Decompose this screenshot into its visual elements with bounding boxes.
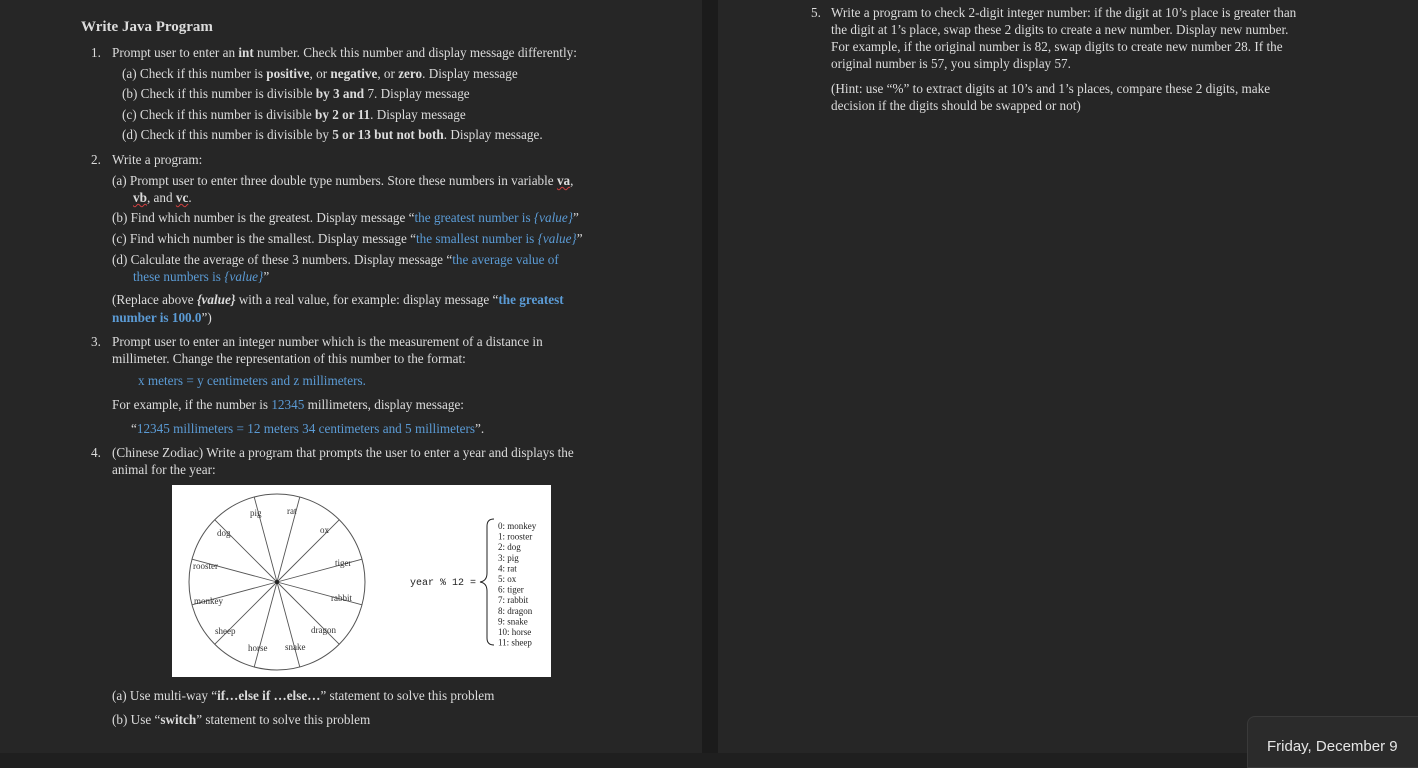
document-page-left [0,0,702,753]
wheel-label-monkey: monkey [194,596,223,606]
q4-b: (b) Use “switch” statement to solve this problem [112,712,371,727]
mapping-item: 11: sheep [498,637,532,648]
wheel-label-ox: ox [320,525,329,535]
q2-text: Write a program: [112,152,203,167]
q3-format: x meters = y centimeters and z millimeters. [138,373,366,388]
mapping-item: 10: horse [498,627,532,637]
wheel-label-sheep: sheep [215,626,236,636]
wheel-spoke [277,520,339,582]
zodiac-figure [172,485,551,677]
q2-replace-line1: (Replace above {value} with a real value, for example: display message “the greatest [112,292,564,307]
q5-hint-line1: (Hint: use “%” to extract digits at 10’s and 1’s places, compare these 2 digits, make [831,81,1271,96]
date-text: Friday, December 9 [1267,738,1398,755]
q2-a-line1: (a) Prompt user to enter three double type numbers. Store these numbers in variable va, [112,173,574,188]
q1-c: (c) Check if this number is divisible by 2 or 11. Display message [122,107,466,122]
q2-d-line2: these numbers is {value}” [133,269,270,284]
q5-line4: original number is 57, you simply display 57. [831,56,1071,71]
q3-number: 3. [91,334,101,349]
mapping-item: 2: dog [498,542,521,553]
q2-number: 2. [91,152,101,167]
wheel-center [275,580,279,584]
q5-number: 5. [811,5,821,20]
wheel-label-dog: dog [217,528,231,538]
q1-a: (a) Check if this number is positive, or negative, or zero. Display message [122,66,518,81]
q4-number: 4. [91,445,101,460]
mapping-item: 7: rabbit [498,595,529,606]
q2-c: (c) Find which number is the smallest. Display message “the smallest number is {value}” [112,231,583,246]
wheel-label-rooster: rooster [193,561,218,571]
zodiac-diagram [172,485,551,677]
q3-message: “12345 millimeters = 12 meters 34 centimeters and 5 millimeters”. [131,421,485,436]
mapping-item: 8: dragon [498,605,533,616]
q2-d-line1: (d) Calculate the average of these 3 numbers. Display message “the average value of [112,252,559,267]
q4-line1: (Chinese Zodiac) Write a program that prompts the user to enter a year and displays the [112,445,574,460]
q4-a: (a) Use multi-way “if…else if …else…” statement to solve this problem [112,688,495,703]
q3-line2: millimeter. Change the representation of this number to the format: [112,351,466,366]
mapping-item: 6: tiger [498,584,524,595]
mapping-item: 4: rat [498,563,517,574]
page-gutter [702,0,718,753]
q1-b: (b) Check if this number is divisible by 3 and 7. Display message [122,86,470,101]
mapping-item: 1: rooster [498,531,533,542]
wheel-label-dragon: dragon [311,625,336,635]
wheel-label-snake: snake [285,642,306,652]
q2-replace-line2: number is 100.0”) [112,310,212,325]
q1-text: Prompt user to enter an int number. Check this number and display message differently: [112,45,577,60]
q4-line2: animal for the year: [112,462,216,477]
wheel-label-horse: horse [248,643,268,653]
q1-number: 1. [91,45,101,60]
q5-hint-line2: decision if the digits should be swapped or not) [831,98,1081,113]
q1-d: (d) Check if this number is divisible by 5 or 13 but not both. Display message. [122,127,543,142]
wheel-label-rabbit: rabbit [331,593,352,603]
curly-brace [480,519,494,645]
wheel-label-rat: rat [287,506,297,516]
wheel-label-pig: pig [250,508,262,518]
mapping-item: 0: monkey [498,521,537,531]
mapping-item: 3: pig [498,552,519,563]
q3-line1: Prompt user to enter an integer number which is the measurement of a distance in [112,334,543,349]
mapping-list [498,521,537,648]
q5-line3: For example, if the original number is 82, swap digits to create new number 28. If the [831,39,1283,54]
date-notification[interactable] [1247,716,1418,768]
modulo-expression: year % 12 = [410,578,477,589]
q2-b: (b) Find which number is the greatest. Display message “the greatest number is {value}” [112,210,579,225]
q3-example: For example, if the number is 12345 millimeters, display message: [112,397,464,412]
page-heading: Write Java Program [81,19,213,35]
document-page-right [718,0,1418,753]
q2-a-line2: vb, and vc. [133,190,192,205]
mapping-item: 9: snake [498,616,528,627]
mapping-item: 5: ox [498,574,517,584]
wheel-spoke [277,582,300,667]
wheel-label-tiger: tiger [335,558,352,568]
wheel-spoke [254,582,277,667]
q5-line2: the digit at 1’s place, swap these 2 digits to create a new number. Display new number. [831,22,1289,37]
q5-line1: Write a program to check 2-digit integer number: if the digit at 10’s place is greater than [831,5,1297,20]
